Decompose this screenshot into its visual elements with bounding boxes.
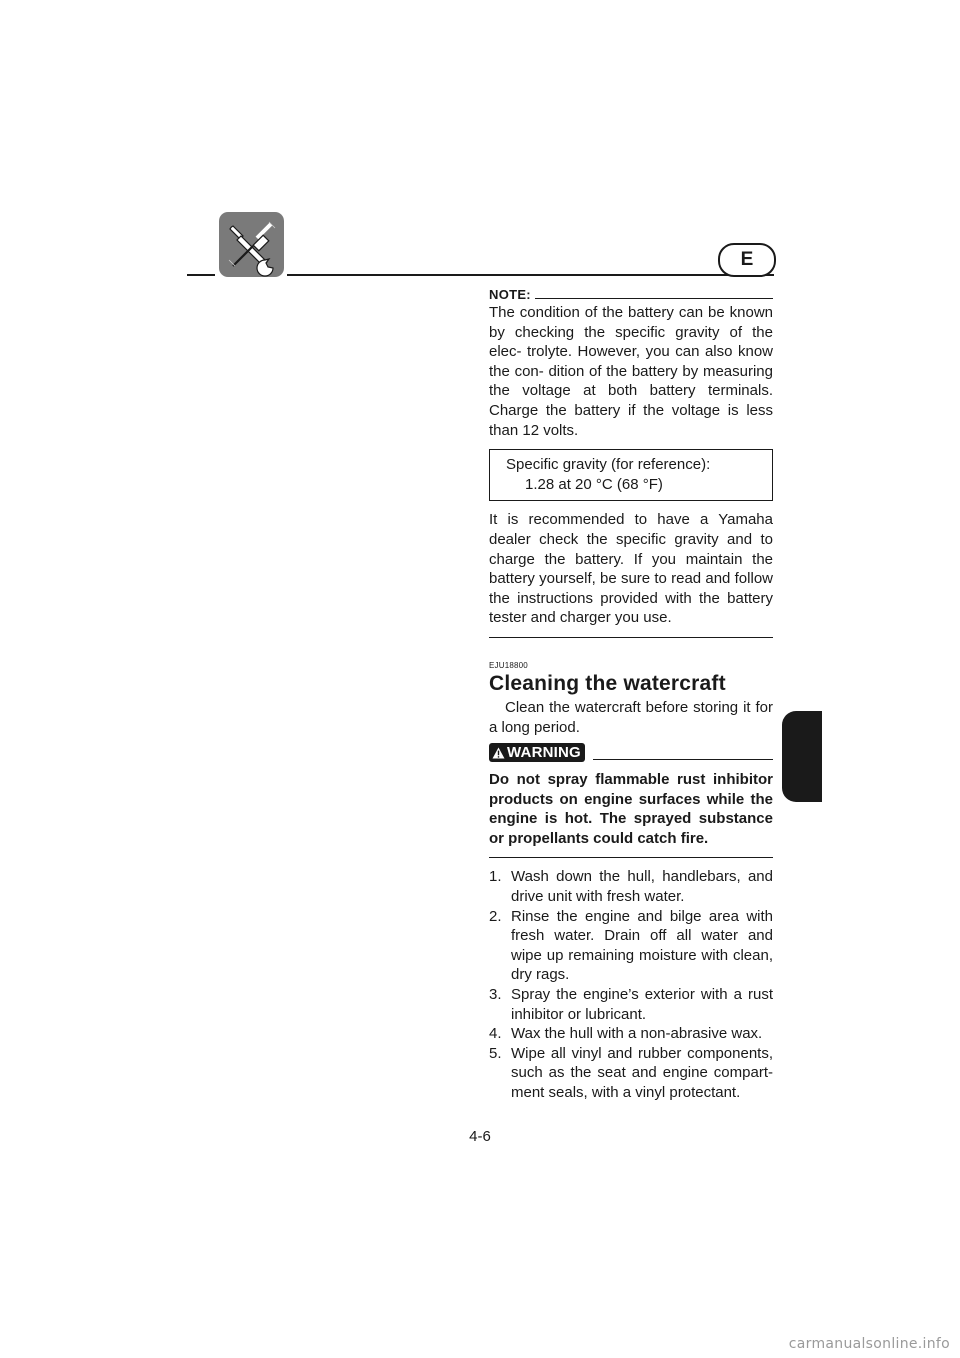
warning-header-rule [593, 759, 773, 760]
step-number: 5. [489, 1044, 502, 1062]
note-label: NOTE: [489, 287, 531, 302]
step-text: Rinse the engine and bilge area with fresh water. Drain off all water and wipe up remaining moisture with clean, dry rags. [511, 907, 773, 984]
list-item [489, 1044, 773, 1103]
list-item [489, 1024, 773, 1044]
list-item [489, 907, 773, 985]
step-text: Wash down the hull, handlebars, and drive unit with fresh water. [511, 868, 773, 906]
warning-text: Do not spray flammable rust inhibitor products on engine surfaces while the engine is hot. The sprayed substance or propellants could catch fire. [489, 771, 773, 847]
language-badge: E [718, 243, 776, 277]
warning-badge [489, 743, 585, 762]
watermark: carmanualsonline.info [788, 1336, 950, 1352]
warning-end-rule [489, 857, 773, 858]
warning-header [489, 743, 773, 762]
list-item [489, 867, 773, 906]
step-text: Wipe all vinyl and rubber components, such as the seat and engine compart- ment seals, with a vinyl protectant. [511, 1044, 773, 1101]
header-rule-left [187, 274, 215, 276]
step-text: Wax the hull with a non-abrasive wax. [511, 1025, 763, 1043]
step-number: 2. [489, 907, 502, 925]
header-rule-right [287, 274, 774, 276]
spec-box [489, 449, 773, 501]
step-number: 3. [489, 986, 502, 1004]
list-item [489, 985, 773, 1024]
section-title: Cleaning the watercraft [489, 671, 726, 695]
note-end-rule [489, 637, 773, 638]
spec-value: 1.28 at 20 °C (68 °F) [525, 475, 663, 493]
steps-list [489, 867, 773, 1102]
warning-label: WARNING [507, 744, 581, 762]
tools-icon [219, 212, 284, 277]
spec-title: Specific gravity (for reference): [506, 456, 711, 474]
note-header [489, 287, 773, 302]
page-number: 4-6 [469, 1128, 491, 1145]
step-number: 1. [489, 868, 502, 886]
content-column [489, 287, 773, 1103]
step-number: 4. [489, 1025, 502, 1043]
note-text: The condition of the battery can be known by checking the specific gravity of the elec- trolyte. However, you can also know the con- dition of the battery by measuring the voltage at both battery terminals. Charge the battery if the voltage is less than 12 volts. [489, 304, 773, 439]
note-header-rule [535, 298, 773, 299]
step-text: Spray the engine’s exterior with a rust inhibitor or lubricant. [511, 986, 773, 1023]
chapter-side-tab [782, 711, 822, 802]
warning-triangle-icon [492, 747, 505, 759]
note-text-2: It is recommended to have a Yamaha dealer check the specific gravity and to charge the battery. If you maintain the battery yourself, be sure to read and follow the instructions provided with the battery tester and charger you use. [489, 511, 773, 627]
section-intro: Clean the watercraft before storing it for a long period. [489, 698, 773, 736]
section-code: EJU18800 [489, 660, 528, 670]
